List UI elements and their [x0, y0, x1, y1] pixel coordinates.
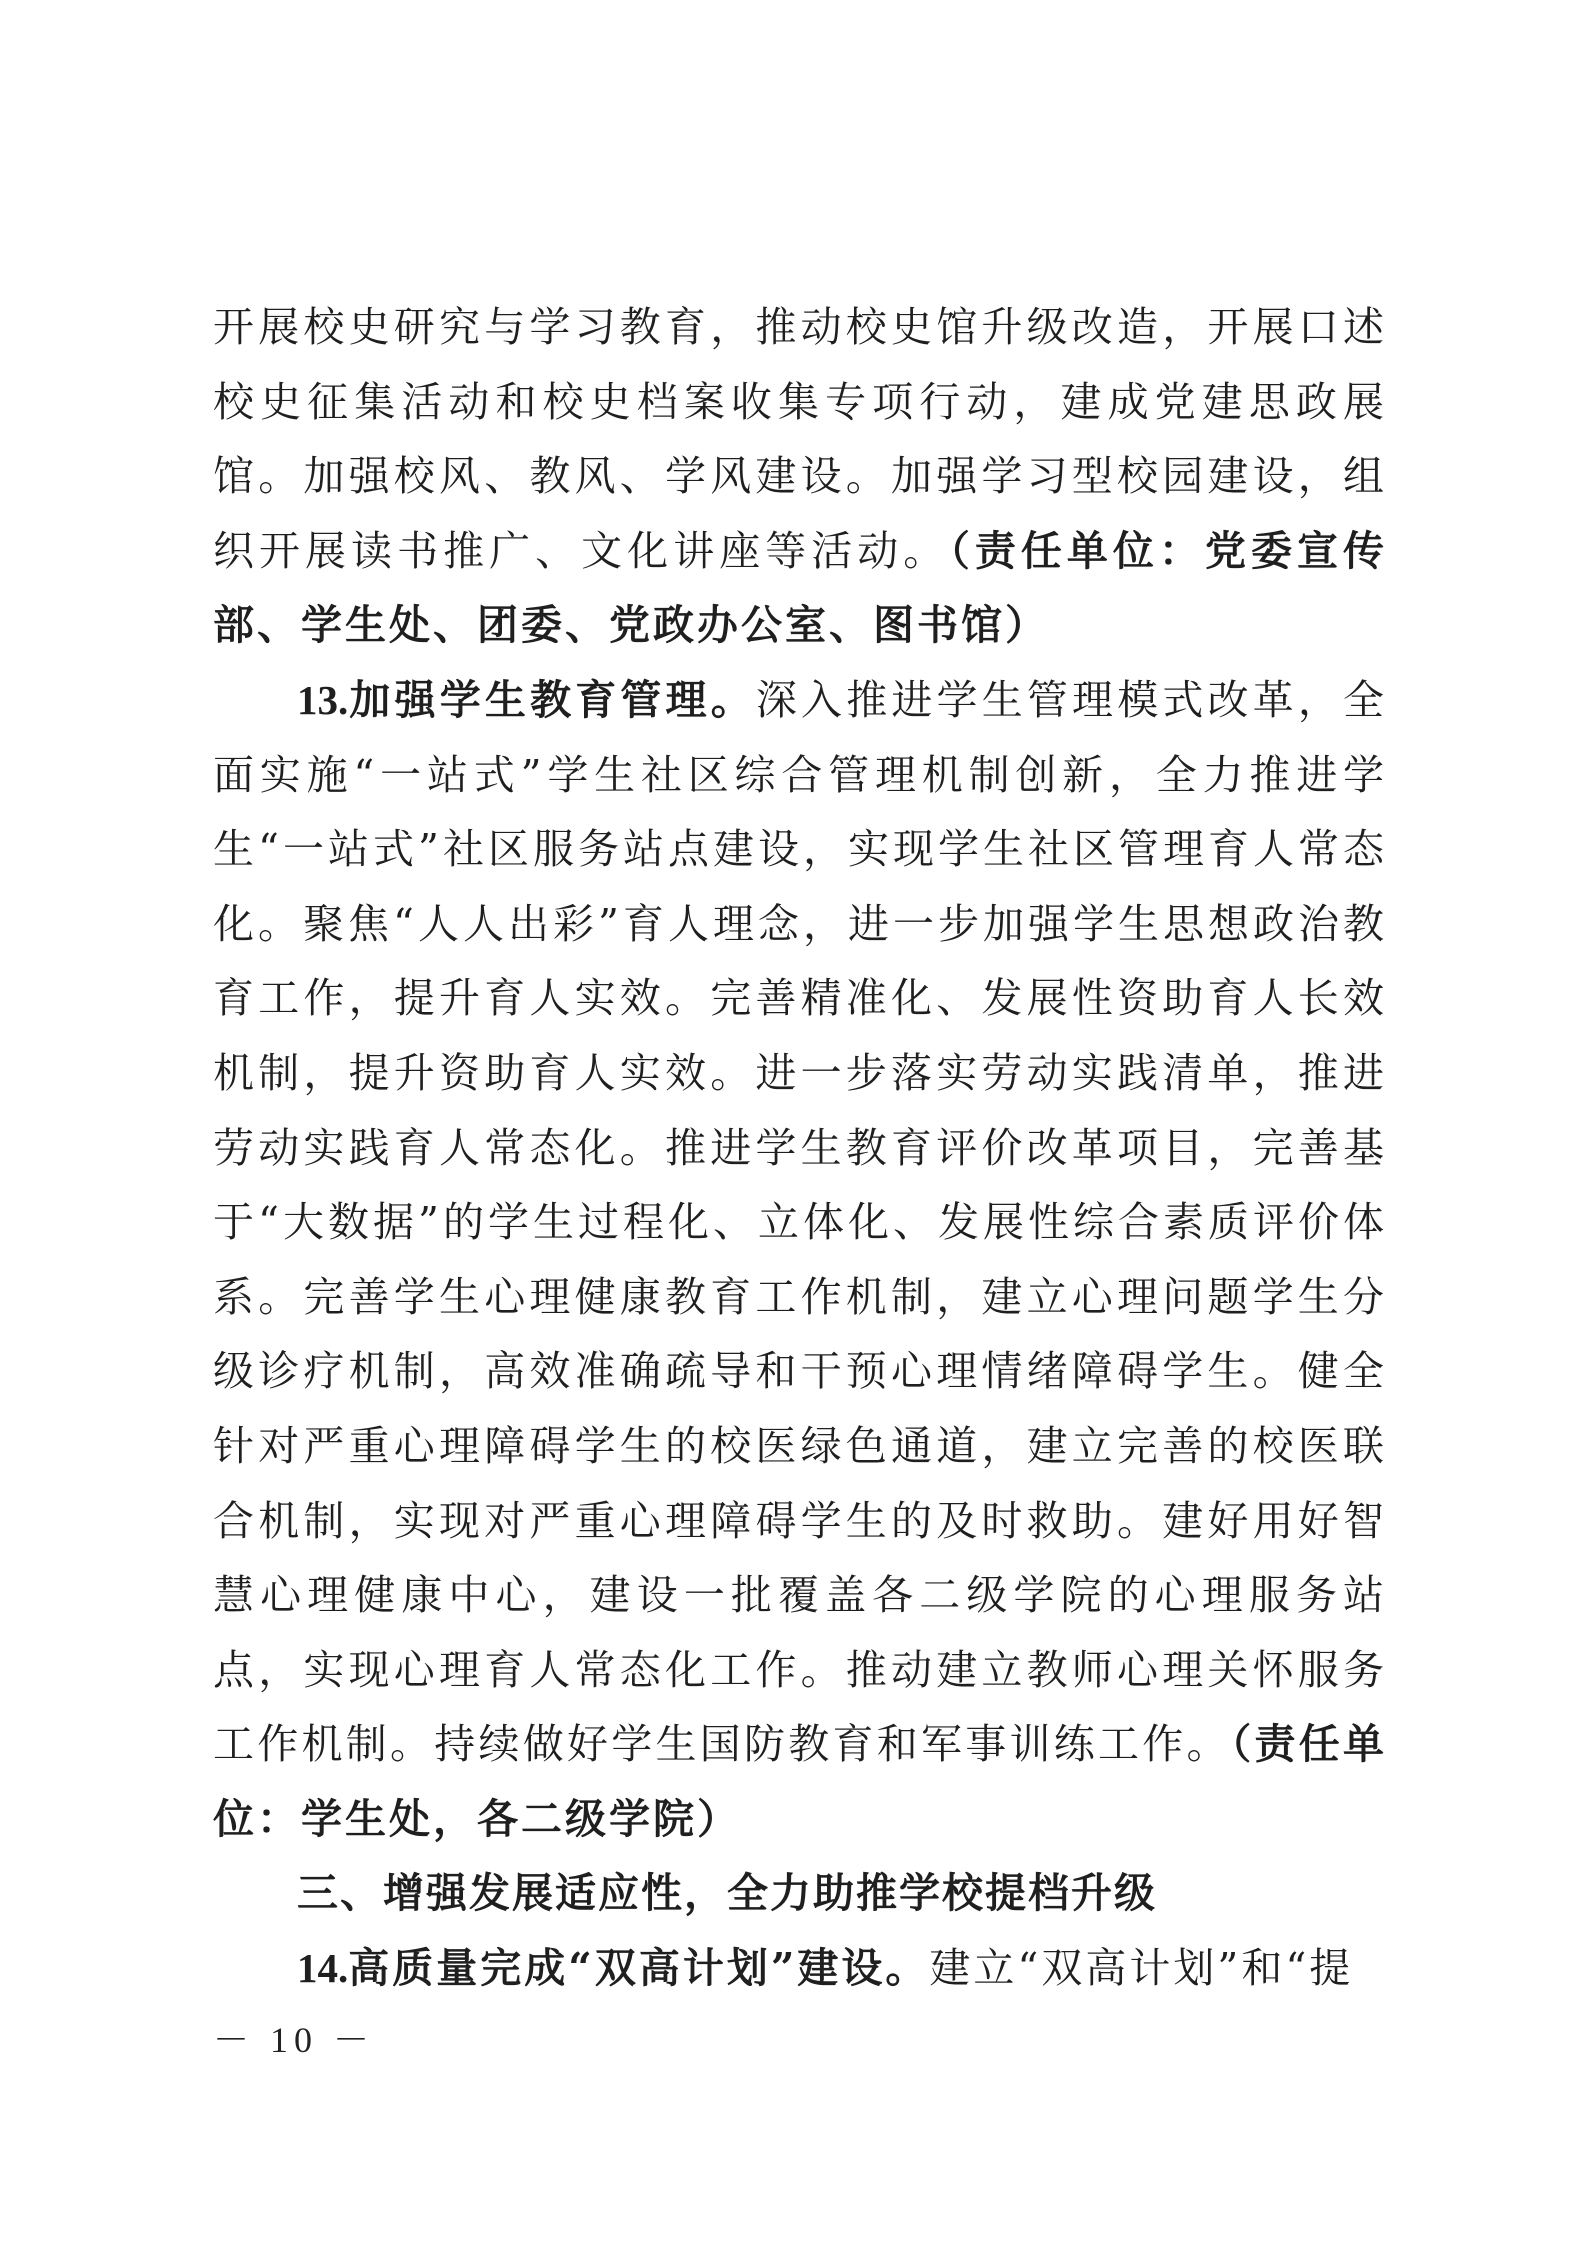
paragraph-school-history — [213, 290, 1387, 663]
paragraph-text: 建立“双高计划”和“提 — [929, 1944, 1354, 1993]
paragraph-double-high-plan — [213, 1931, 1387, 2006]
item-title: 加强学生教育管理。 — [348, 675, 756, 724]
paragraph-text: 开展校史研究与学习教育，推动校史馆升级改造，开展口述校史征集活动和校史档案收集专项行动，建成党建思政展馆。加强校风、教风、学风建设。加强学习型校园建设，组织开展读书推广、文化讲座等活动。 — [213, 303, 1387, 575]
item-title: 高质量完成“双高计划”建设。 — [348, 1944, 930, 1993]
item-number: 13. — [297, 676, 349, 723]
document-body — [213, 290, 1387, 2006]
page-number: － 10 － — [213, 2020, 376, 2060]
paragraph-text: 深入推进学生管理模式改革，全面实施“一站式”学生社区综合管理机制创新，全力推进学生“一站式”社区服务站点建设，实现学生社区管理育人常态化。聚焦“人人出彩”育人理念，进一步加强学生思想政治教育工作，提升育人实效。完善精准化、发展性资助育人长效机制，提升资助育人实效。进一步落实劳动实践清单，推进劳动实践育人常态化。推进学生教育评价改革项目，完善基于“大数据”的学生过程化、立体化、发展性综合素质评价体系。完善学生心理健康教育工作机制，建立心理问题学生分级诊疗机制，高效准确疏导和干预心理情绪障碍学生。健全针对严重心理障碍学生的校医绿色通道，建立完善的校医联合机制，实现对严重心理障碍学生的及时救助。建好用好智慧心理健康中心，建设一批覆盖各二级学院的心理服务站点，实现心理育人常态化工作。推动建立教师心理关怀服务工作机制。持续做好学生国防教育和军事训练工作。 — [213, 675, 1388, 1769]
paragraph-student-management — [213, 663, 1387, 1857]
section-heading: 三、增强发展适应性，全力助推学校提档升级 — [297, 1869, 1157, 1918]
item-number: 14. — [297, 1945, 349, 1992]
responsibility-units: （责任单位：学生处，各二级学院） — [213, 1720, 1387, 1843]
responsibility-units: （责任单位：党委宣传部、学生处、团委、党政办公室、图书馆） — [213, 526, 1388, 650]
